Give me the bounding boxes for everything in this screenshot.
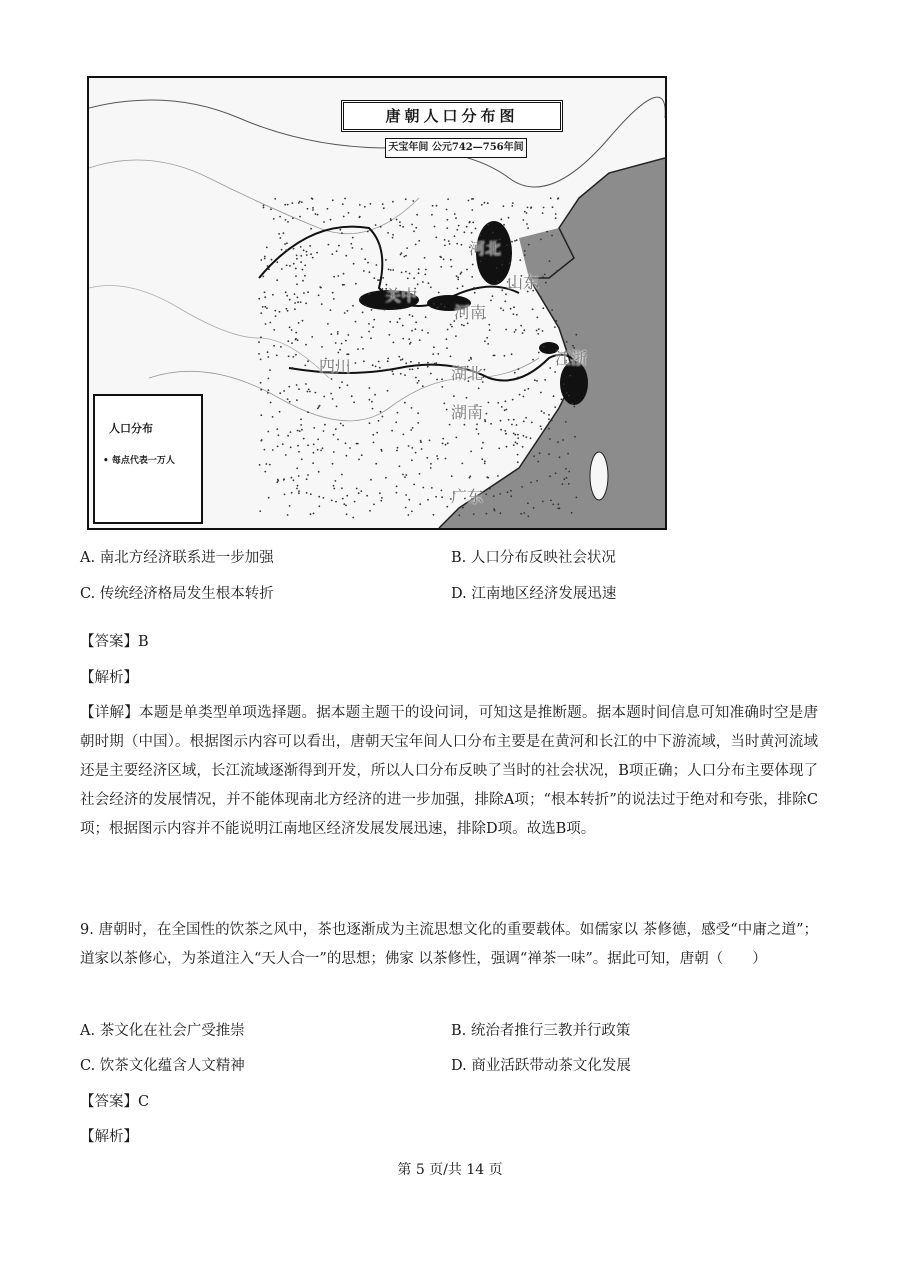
q9-answer: 【答案】C [80,1094,150,1110]
map-title: 唐朝人口分布图 [341,100,563,132]
q8-option-c: C. 传统经济格局发生根本转折 [80,586,274,602]
q8-option-d: D. 江南地区经济发展迅速 [451,586,617,602]
page-footer: 第 5 页/共 14 页 [397,1162,503,1178]
region-label-jiangzhe: 江浙 [555,349,588,368]
region-label-hunan: 湖南 [451,403,484,422]
q8-answer: 【答案】B [80,634,149,650]
q9-option-d: D. 商业活跃带动茶文化发展 [451,1058,631,1074]
q9-option-a: A. 茶文化在社会广受推崇 [80,1023,245,1039]
region-label-sichuan: 四川 [319,357,352,376]
region-label-guanzhong: 关中 [385,286,418,305]
q9-stem: 9. 唐朝时，在全国性的饮茶之风中，茶也逐渐成为主流思想文化的重要载体。如儒家以 茶修德，感受“中庸之道”；道家以茶修心，为茶道注入“天人合一”的思想；佛家 以茶修性，强调“禅茶一味”。据此可知，唐朝（ ） [80,922,818,967]
region-label-shandong: 山东 [507,273,540,292]
region-label-hubei: 湖北 [451,364,484,383]
legend-title: 人口分布 [109,422,153,435]
q8-option-b: B. 人口分布反映社会状况 [451,550,616,566]
taiwan-island [590,452,608,500]
map-subtitle: 天宝年间 公元742—756年间 [385,138,527,158]
map-legend [93,394,203,524]
q8-analysis-label: 【解析】 [80,670,138,686]
region-label-henan: 河南 [454,303,487,322]
region-label-guangdong: 广东 [451,487,484,506]
legend-item: • 每点代表一万人 [103,456,175,466]
tang-population-map [87,76,667,530]
q9-analysis-label: 【解析】 [80,1129,138,1145]
q9-option-c: C. 饮茶文化蕴含人文精神 [80,1058,245,1074]
q8-detail-explanation: 【详解】本题是单类型单项选择题。据本题主题干的设问词，可知这是推断题。据本题时间信息可知准确时空是唐朝时期（中国）。根据图示内容可以看出，唐朝天宝年间人口分布主要是在黄河和长江的中下游流域，当时黄河流域还是主要经济区域，长江流域逐渐得到开发，所以人口分布反映了当时的社会状况，B项正确；人口分布主要体现了社会经济的发展情况，并不能体现南北方经济的进一步加强，排除A项；“根本转折”的说法过于绝对和夸张，排除C项；根据图示内容并不能说明江南地区经济发展发展迅速，排除D项。故选B项。 [80,705,818,837]
region-label-hebei: 河北 [469,239,502,258]
q8-option-a: A. 南北方经济联系进一步加强 [80,550,274,566]
q9-option-b: B. 统治者推行三教并行政策 [451,1023,631,1039]
